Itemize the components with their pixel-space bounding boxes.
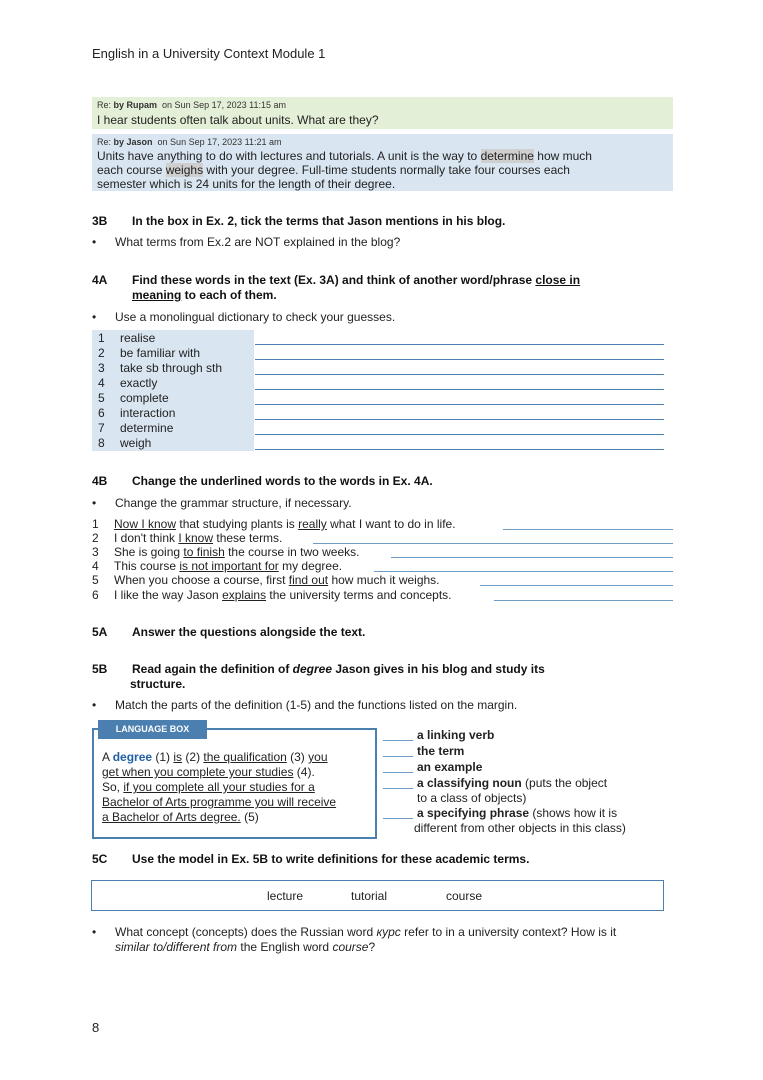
function-linking-verb: a linking verb (417, 728, 495, 742)
answer-line[interactable] (383, 756, 413, 757)
exercise-5b-bullet: • Match the parts of the definition (1-5) and the functions listed on the margin. (92, 698, 518, 712)
exercise-5c-question: • What concept (concepts) does the Russian word курс refer to in a university context? How is it similar to/different from the English word course? (92, 925, 617, 954)
exercise-4b-heading: 4B Change the underlined words to the words in Ex. 4A. (92, 474, 433, 488)
answer-line[interactable] (383, 740, 413, 741)
answer-line[interactable] (255, 419, 664, 420)
answer-line[interactable] (480, 585, 673, 586)
forum-post-rupam (92, 97, 673, 129)
answer-line[interactable] (255, 449, 664, 450)
language-box-tag: LANGUAGE BOX (98, 720, 207, 739)
exercise-4a-heading: 4A Find these words in the text (Ex. 3A) and think of another word/phrase close in meaning to each of them. (92, 273, 581, 302)
page-number: 8 (92, 1020, 100, 1035)
answer-line[interactable] (255, 374, 664, 375)
term-lecture: lecture (267, 889, 304, 903)
post-meta: Re: by Rupam on Sun Sep 17, 2023 11:15 am (97, 100, 286, 110)
function-example: an example (417, 760, 483, 774)
language-box-definition: A degree (1) is (2) the qualification (3) you get when you complete your studies (4). So, if you complete all your studies for a Bachelor of Arts programme you will receive a Bachelor of Arts degree. (5) (102, 750, 337, 824)
page-header: English in a University Context Module 1 (92, 46, 326, 61)
exercise-4a-bullet: • Use a monolingual dictionary to check your guesses. (92, 310, 396, 324)
answer-line[interactable] (255, 344, 664, 345)
exercise-5c-heading: 5C Use the model in Ex. 5B to write definitions for these academic terms. (92, 852, 530, 866)
answer-line[interactable] (383, 788, 413, 789)
answer-line[interactable] (313, 543, 673, 544)
exercise-5b-heading: 5B Read again the definition of degree Jason gives in his blog and study its structure. (92, 662, 545, 691)
function-term: the term (417, 744, 465, 758)
forum-post-jason (92, 134, 673, 191)
exercise-5a-heading: 5A Answer the questions alongside the text. (92, 625, 366, 639)
vocabulary-list: 1 realise 2 be familiar with 3 take sb through sth 4 exactly 5 complete 6 interaction 7 determine 8 weigh (92, 330, 254, 451)
answer-line[interactable] (255, 434, 664, 435)
answer-line[interactable] (255, 389, 664, 390)
answer-line[interactable] (503, 529, 673, 530)
answer-line[interactable] (494, 600, 673, 601)
answer-line[interactable] (374, 571, 673, 572)
exercise-4b-bullet: • Change the grammar structure, if necessary. (92, 496, 352, 510)
answer-line[interactable] (383, 772, 413, 773)
post-message: Units have anything to do with lectures and tutorials. A unit is the way to determine how much each course weighs with your degree. Full-time students normally take four courses each semester which is 24 units for the length of their degree. (97, 149, 592, 191)
exercise-3b-heading: 3B In the box in Ex. 2, tick the terms that Jason mentions in his blog. (92, 214, 506, 228)
answer-line[interactable] (383, 818, 413, 819)
term-tutorial: tutorial (351, 889, 388, 903)
answer-line[interactable] (255, 359, 664, 360)
exercise-3b-bullet: • What terms from Ex.2 are NOT explained in the blog? (92, 235, 401, 249)
function-specifying-phrase: a specifying phrase (shows how it is different from other objects in this class) (414, 806, 626, 835)
function-classifying-noun: a classifying noun (puts the object to a class of objects) (417, 776, 608, 805)
term-course: course (446, 889, 483, 903)
answer-line[interactable] (255, 404, 664, 405)
answer-line[interactable] (391, 557, 673, 558)
post-message: I hear students often talk about units. What are they? (97, 113, 379, 127)
post-meta: Re: by Jason on Sun Sep 17, 2023 11:21 am (97, 137, 282, 147)
